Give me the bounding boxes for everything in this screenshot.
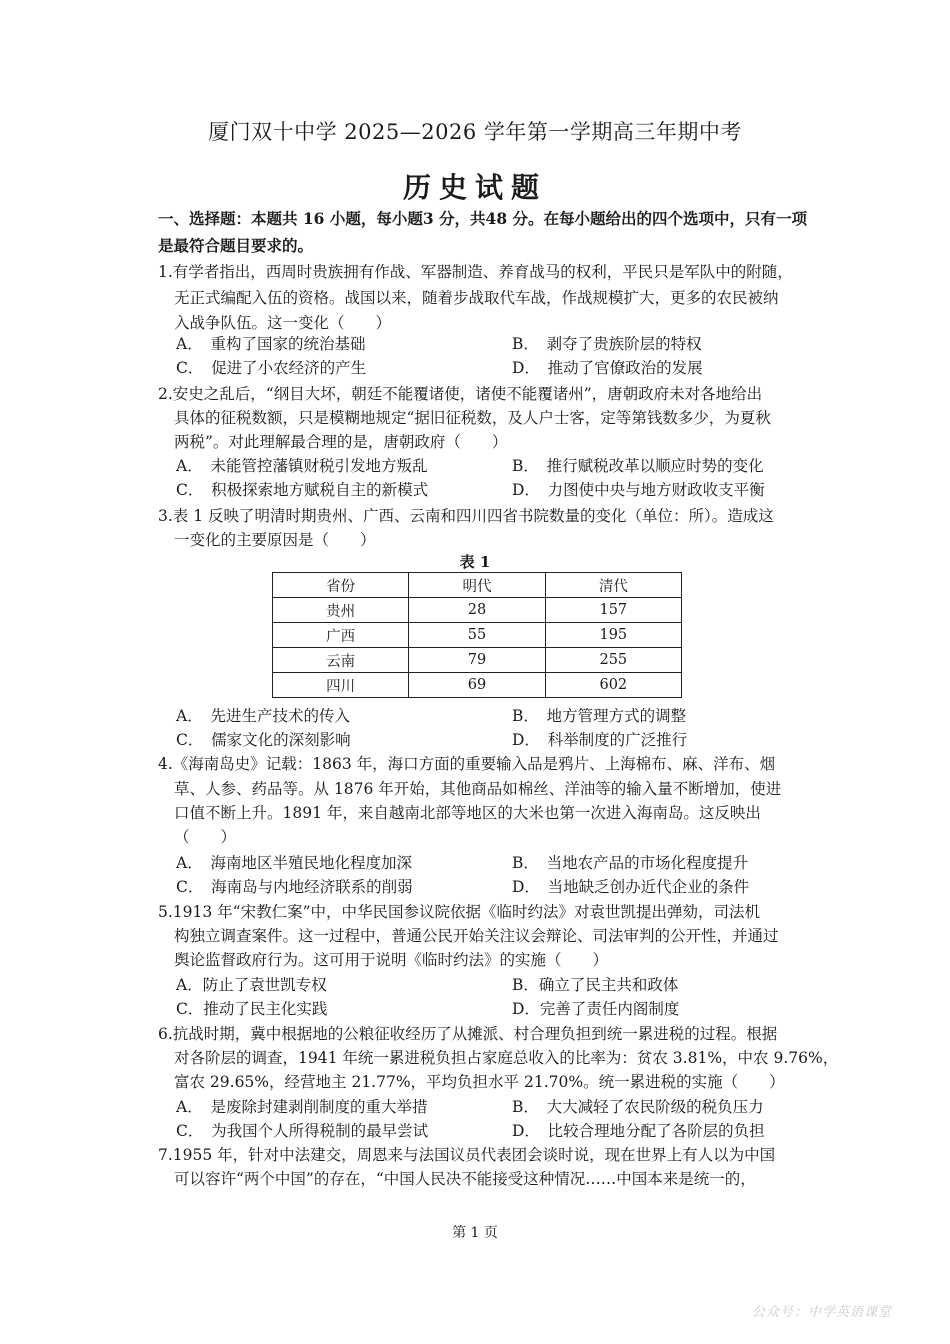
- table-header-cell: 明代: [409, 573, 545, 598]
- q3-line1: 3.表 1 反映了明清时期贵州、广西、云南和四川四省书院数量的变化（单位：所）。造成这: [158, 507, 774, 525]
- q5-option-d: D．完善了责任内阁制度: [512, 1000, 680, 1018]
- section-heading-line1: 一、选择题：本题共 16 小题，每小题3 分，共48 分。在每小题给出的四个选项中，只有一项: [158, 209, 808, 228]
- page-number: 第 1 页: [452, 1225, 498, 1241]
- q7-line1: 7.1955 年，针对中法建交，周恩来与法国议员代表团会谈时说，现在世界上有人以为中国: [158, 1146, 776, 1164]
- q6-line2: 对各阶层的调查，1941 年统一累进税负担占家庭总收入的比率为：贫农 3.81%，中农 9.76%，: [174, 1049, 839, 1067]
- subject-title: 历史试题: [402, 171, 547, 204]
- table-cell: 195: [545, 623, 681, 648]
- q2-option-b: B． 推行赋税改革以顺应时势的变化: [512, 457, 764, 475]
- table-header-cell: 清代: [545, 573, 681, 598]
- table-cell: 602: [545, 673, 681, 698]
- q4-option-c: C． 海南岛与内地经济联系的削弱: [176, 878, 413, 896]
- q6-line1: 6.抗战时期，冀中根据地的公粮征收经历了从摊派、村合理负担到统一累进税的过程。根据: [158, 1025, 778, 1043]
- q6-option-c: C． 为我国个人所得税制的最早尝试: [176, 1122, 429, 1140]
- q6-option-d: D． 比较合理地分配了各阶层的负担: [512, 1122, 765, 1140]
- q1-option-c: C． 促进了小农经济的产生: [176, 359, 367, 377]
- section-heading-line2: 是最符合题目要求的。: [158, 236, 314, 255]
- table-row: [273, 648, 682, 673]
- q4-line4: （ ）: [174, 828, 237, 846]
- q5-option-a: A．防止了袁世凯专权: [176, 976, 327, 994]
- table-cell: 广西: [273, 623, 409, 648]
- table-row: [273, 673, 682, 698]
- q5-line2: 构独立调查案件。这一过程中，普通公民开始关注议会辩论、司法审判的公开性，并通过: [174, 927, 779, 945]
- q6-option-a: A． 是废除封建剥削制度的重大举措: [176, 1098, 428, 1116]
- q1-line1: 1.有学者指出，西周时贵族拥有作战、军器制造、养育战马的权利，平民只是军队中的附随，: [158, 263, 793, 281]
- q3-line2: 一变化的主要原因是（ ）: [174, 531, 376, 549]
- q2-option-d: D． 力图使中央与地方财政收支平衡: [512, 481, 765, 499]
- table-cell: 四川: [273, 673, 409, 698]
- q2-line3: 两税”。对此理解最合理的是，唐朝政府（ ）: [174, 433, 508, 451]
- table-cell: 79: [409, 648, 545, 673]
- q1-option-b: B． 剥夺了贵族阶层的特权: [512, 335, 702, 353]
- table-cell: 55: [409, 623, 545, 648]
- q4-option-a: A． 海南地区半殖民地化程度加深: [176, 854, 412, 872]
- q5-line3: 舆论监督政府行为。这可用于说明《临时约法》的实施（ ）: [174, 951, 609, 969]
- q3-option-b: B． 地方管理方式的调整: [512, 707, 687, 725]
- q5-option-b: B．确立了民主共和政体: [512, 976, 679, 994]
- table-row: [273, 598, 682, 623]
- table-row: [273, 623, 682, 648]
- q3-option-a: A． 先进生产技术的传入: [176, 707, 350, 725]
- q2-option-a: A． 未能管控藩镇财税引发地方叛乱: [176, 457, 428, 475]
- watermark-text: 公众号：中学英语课堂: [752, 1305, 893, 1320]
- q4-line1: 4.《海南岛史》记载：1863 年，海口方面的重要输入品是鸦片、上海棉布、麻、洋布、烟: [158, 755, 776, 773]
- exam-header-title: 厦门双十中学 2025—2026 学年第一学期高三年期中考: [208, 120, 742, 144]
- table-header-cell: 省份: [273, 573, 409, 598]
- table-header-row: [273, 573, 682, 598]
- q3-option-d: D． 科举制度的广泛推行: [512, 731, 688, 749]
- table-cell: 255: [545, 648, 681, 673]
- q1-option-a: A． 重构了国家的统治基础: [176, 335, 366, 353]
- q4-option-b: B． 当地农产品的市场化程度提升: [512, 854, 749, 872]
- table-cell: 157: [545, 598, 681, 623]
- q5-line1: 5.1913 年“宋教仁案”中，中华民国参议院依据《临时约法》对袁世凯提出弹劾，司法机: [158, 903, 761, 921]
- q6-line3: 富农 29.65%，经营地主 21.77%，平均负担水平 21.70%。统一累进税的实施（ ）: [174, 1073, 785, 1091]
- q2-option-c: C． 积极探索地方赋税自主的新模式: [176, 481, 429, 499]
- q1-line3: 入战争队伍。这一变化（ ）: [174, 314, 392, 332]
- table-cell: 28: [409, 598, 545, 623]
- q1-option-d: D． 推动了官僚政治的发展: [512, 359, 703, 377]
- q7-line2: 可以容许“两个中国”的存在，“中国人民决不能接受这种情况……中国本来是统一的，: [174, 1170, 756, 1188]
- q4-option-d: D． 当地缺乏创办近代企业的条件: [512, 878, 750, 896]
- q1-line2: 无正式编配入伍的资格。战国以来，随着步战取代车战，作战规模扩大，更多的农民被纳: [174, 289, 779, 307]
- q2-line1: 2.安史之乱后，“纲目大坏，朝廷不能覆诸使，诸使不能覆诸州”，唐朝政府未对各地给出: [158, 385, 763, 403]
- table-caption: 表 1: [459, 553, 491, 571]
- q3-option-c: C． 儒家文化的深刻影响: [176, 731, 351, 749]
- q4-line3: 口值不断上升。1891 年，来自越南北部等地区的大米也第一次进入海南岛。这反映出: [174, 804, 761, 822]
- table-cell: 云南: [273, 648, 409, 673]
- q5-option-c: C．推动了民主化实践: [176, 1000, 328, 1018]
- q2-line2: 具体的征税数额，只是模糊地规定“据旧征税数，及人户士客，定等第钱数多少，为夏秋: [174, 409, 771, 427]
- q4-line2: 草、人参、药品等。从 1876 年开始，其他商品如棉丝、洋油等的输入量不断增加，使进: [174, 780, 782, 798]
- table-cell: 贵州: [273, 598, 409, 623]
- q6-option-b: B． 大大减轻了农民阶级的税负压力: [512, 1098, 764, 1116]
- academies-table: [272, 572, 682, 698]
- table-cell: 69: [409, 673, 545, 698]
